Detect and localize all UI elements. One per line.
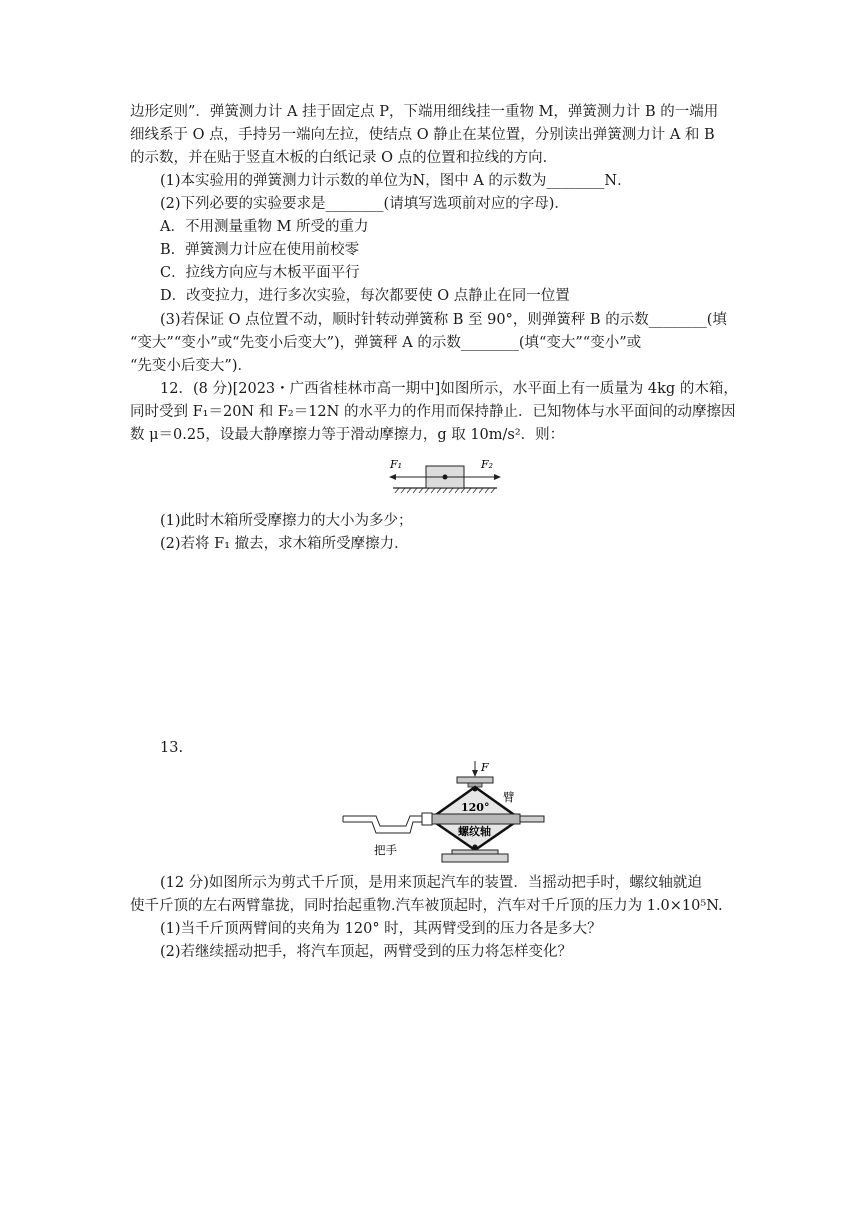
option-c: C．拉线方向应与木板平面平行	[160, 265, 360, 281]
option-b: B．弹簧测力计应在使用前校零	[160, 242, 360, 258]
problem-13-number: 13.	[160, 740, 184, 756]
text-line-2: 细线系于 O 点，手持另一端向左拉，使结点 O 静止在某位置，分别读出弹簧测力计 A 和 B	[130, 127, 715, 143]
option-a: A．不用测量重物 M 所受的重力	[160, 219, 369, 235]
problem-12-line-3: 数 μ＝0.25，设最大静摩擦力等于滑动摩擦力，g 取 10m/s²．则：	[130, 427, 565, 443]
question-11-part-3-line-3: “先变小后变大”)．	[130, 358, 252, 374]
problem-12-question-1: (1)此时木箱所受摩擦力的大小为多少；	[160, 513, 413, 529]
arm-label: 臂	[503, 790, 515, 804]
problem-12-line-1: 12．(8 分)[2023・广西省桂林市高一期中]如图所示，水平面上有一质量为 4kg 的木箱，	[160, 381, 738, 397]
force-label: F	[481, 761, 489, 774]
problem-12-line-2: 同时受到 F₁＝20N 和 F₂＝12N 的水平力的作用而保持静止．已知物体与水平面间的动摩擦因	[130, 404, 736, 420]
text-line-3: 的示数，并在贴于竖直木板的白纸记录 O 点的位置和拉线的方向．	[130, 150, 558, 166]
problem-13-line-2: 使千斤顶的左右两臂靠拢，同时抬起重物.汽车被顶起时，汽车对千斤顶的压力为 1.0×10⁵N.	[130, 898, 723, 914]
screw-shaft-label: 螺纹轴	[458, 825, 491, 838]
problem-12-question-2: (2)若将 F₁ 撤去，求木箱所受摩擦力．	[160, 536, 409, 552]
question-11-part-2: (2)下列必要的实验要求是________(请填写选项前对应的字母)．	[160, 196, 569, 212]
angle-label: 120°	[461, 801, 490, 814]
text-line-1: 边形定则”．弹簧测力计 A 挂于固定点 P，下端用细线挂一重物 M，弹簧测力计 B 的一端用	[130, 104, 719, 120]
f1-label: F₁	[390, 458, 403, 471]
option-d: D．改变拉力，进行多次实验，每次都要使 O 点静止在同一位置	[160, 288, 570, 304]
figure-13-scissor-jack	[340, 758, 550, 866]
question-11-part-3-line-2: “变大”“变小”或“先变小后变大”)，弹簧秤 A 的示数________(填“变大”“变小”或	[130, 335, 642, 351]
f2-label: F₂	[481, 458, 494, 471]
problem-13-question-2: (2)若继续摇动把手，将汽车顶起，两臂受到的压力将怎样变化？	[160, 944, 573, 960]
question-11-part-3-line-1: (3)若保证 O 点位置不动，顺时针转动弹簧称 B 至 90°，则弹簧秤 B 的示数________(填	[160, 312, 727, 328]
problem-13-question-1: (1)当千斤顶两臂间的夹角为 120° 时，其两臂受到的压力各是多大？	[160, 921, 602, 937]
question-11-part-1: (1)本实验用的弹簧测力计示数的单位为N，图中 A 的示数为________N．	[160, 173, 632, 189]
handle-label: 把手	[374, 843, 397, 857]
figure-12-box-diagram	[385, 455, 505, 500]
problem-13-line-1: (12 分)如图所示为剪式千斤顶，是用来顶起汽车的装置．当摇动把手时，螺纹轴就迫	[160, 875, 702, 891]
